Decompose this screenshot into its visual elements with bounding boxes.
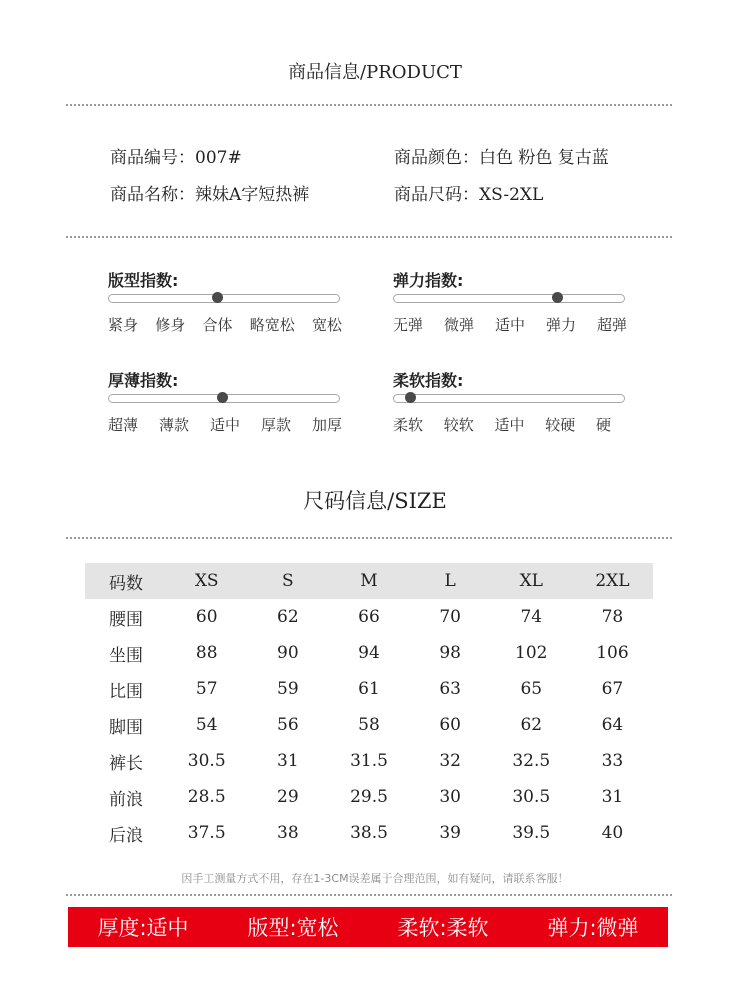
table-cell: 30 xyxy=(439,787,461,807)
table-cell: 65 xyxy=(520,679,543,699)
option-label: 无弹 xyxy=(393,316,424,334)
table-cell: 30.5 xyxy=(512,787,551,807)
option-label: 较硬 xyxy=(545,416,576,434)
option-label: 硬 xyxy=(595,416,611,434)
option-label: 微弹 xyxy=(443,316,474,334)
table-cell: 比围 xyxy=(109,681,143,702)
table-cell: 腰围 xyxy=(109,609,143,630)
option-label: 合体 xyxy=(202,316,233,334)
table-cell: 54 xyxy=(195,715,218,735)
thickness-index-title: 厚薄指数: xyxy=(108,371,179,390)
table-cell: 61 xyxy=(358,679,380,699)
thickness-index-options xyxy=(108,414,342,435)
table-row xyxy=(85,743,653,779)
table-cell: 31 xyxy=(277,751,299,771)
table-row xyxy=(85,707,653,743)
table-cell: 60 xyxy=(439,715,461,735)
table-cell: 88 xyxy=(195,643,218,663)
table-cell: 28.5 xyxy=(187,787,226,807)
measurement-note: 因手工测量方式不用，存在1-3CM误差属于合理范围，如有疑问，请联系客服！ xyxy=(181,872,569,885)
table-row xyxy=(85,635,653,671)
product-name: 商品名称：辣妹A字短热裤 xyxy=(110,185,310,205)
table-cell: 脚围 xyxy=(109,717,143,738)
header-cell: L xyxy=(444,571,456,591)
elasticity-index-track xyxy=(393,294,625,303)
table-cell: 106 xyxy=(596,643,629,663)
option-label: 适中 xyxy=(209,416,240,434)
divider xyxy=(66,104,672,106)
softness-index-title: 柔软指数: xyxy=(393,371,464,390)
table-cell: 62 xyxy=(520,715,543,735)
banner-item: 版型:宽松 xyxy=(247,916,339,940)
option-label: 薄款 xyxy=(158,416,189,434)
table-cell: 40 xyxy=(601,823,624,843)
divider xyxy=(66,894,672,896)
table-cell: 102 xyxy=(515,643,548,663)
table-cell: 坐围 xyxy=(109,645,143,666)
option-label: 超薄 xyxy=(108,416,139,434)
table-cell: 78 xyxy=(601,607,624,627)
elasticity-index-options xyxy=(393,314,627,335)
table-cell: 60 xyxy=(195,607,218,627)
fit-index-options xyxy=(108,314,342,335)
table-cell: 29.5 xyxy=(350,787,388,807)
table-cell: 32 xyxy=(439,751,461,771)
table-row xyxy=(85,671,653,707)
table-row xyxy=(85,599,653,635)
table-cell: 62 xyxy=(277,607,299,627)
header-cell: M xyxy=(360,571,378,591)
table-cell: 32.5 xyxy=(512,751,551,771)
option-label: 厚款 xyxy=(260,416,291,434)
table-row xyxy=(85,815,653,851)
table-row xyxy=(85,779,653,815)
table-cell: 33 xyxy=(601,751,624,771)
table-cell: 38.5 xyxy=(350,823,388,843)
option-label: 修身 xyxy=(155,316,186,334)
option-label: 超弹 xyxy=(596,316,627,334)
option-label: 弹力 xyxy=(545,316,576,334)
table-cell: 31.5 xyxy=(350,751,388,771)
banner-item: 厚度:适中 xyxy=(97,916,189,940)
table-cell: 64 xyxy=(601,715,624,735)
table-cell: 后浪 xyxy=(109,825,143,846)
banner-item: 弹力:微弹 xyxy=(547,916,639,940)
table-cell: 56 xyxy=(277,715,299,735)
size-section-title: 尺码信息/SIZE xyxy=(303,489,447,513)
summary-banner xyxy=(68,907,668,947)
table-cell: 67 xyxy=(601,679,624,699)
table-cell: 31 xyxy=(601,787,624,807)
fit-index-track xyxy=(108,294,340,303)
product-color: 商品颜色：白色 粉色 复古蓝 xyxy=(394,148,609,168)
divider xyxy=(66,236,672,238)
option-label: 柔软 xyxy=(393,416,424,434)
option-label: 宽松 xyxy=(311,316,342,334)
option-label: 适中 xyxy=(494,316,525,334)
option-label: 加厚 xyxy=(311,416,342,434)
table-cell: 38 xyxy=(277,823,299,843)
thickness-index-track xyxy=(108,394,340,403)
table-cell: 29 xyxy=(277,787,299,807)
size-table-header xyxy=(85,563,653,599)
header-cell: XL xyxy=(519,571,543,591)
table-cell: 裤长 xyxy=(109,753,143,774)
table-cell: 37.5 xyxy=(187,823,226,843)
table-cell: 39.5 xyxy=(512,823,551,843)
table-cell: 58 xyxy=(358,715,380,735)
thickness-index-knob xyxy=(217,392,228,403)
table-cell: 57 xyxy=(195,679,218,699)
table-cell: 前浪 xyxy=(109,789,143,810)
size-table xyxy=(85,563,653,851)
header-cell: 2XL xyxy=(595,571,630,591)
table-cell: 94 xyxy=(358,643,380,663)
divider xyxy=(66,537,672,539)
option-label: 较软 xyxy=(443,416,474,434)
product-code: 商品编号：007# xyxy=(110,148,242,168)
table-cell: 70 xyxy=(439,607,461,627)
fit-index-title: 版型指数: xyxy=(108,271,179,290)
option-label: 略宽松 xyxy=(249,316,295,334)
table-cell: 59 xyxy=(277,679,299,699)
softness-index-track xyxy=(393,394,625,403)
header-cell: 码数 xyxy=(109,573,143,594)
header-cell: XS xyxy=(194,571,219,591)
softness-index-options xyxy=(393,414,611,435)
header-cell: S xyxy=(282,571,294,591)
product-size-range: 商品尺码：XS-2XL xyxy=(394,185,544,205)
option-label: 适中 xyxy=(494,416,525,434)
table-cell: 74 xyxy=(520,607,543,627)
softness-index-knob xyxy=(405,392,416,403)
fit-index-knob xyxy=(212,292,223,303)
table-cell: 66 xyxy=(358,607,380,627)
banner-item: 柔软:柔软 xyxy=(397,916,489,940)
elasticity-index-title: 弹力指数: xyxy=(393,271,464,290)
table-cell: 90 xyxy=(277,643,299,663)
table-cell: 98 xyxy=(439,643,461,663)
table-cell: 30.5 xyxy=(187,751,226,771)
table-cell: 63 xyxy=(439,679,461,699)
option-label: 紧身 xyxy=(108,316,139,334)
elasticity-index-knob xyxy=(552,292,563,303)
table-cell: 39 xyxy=(439,823,461,843)
product-section-title: 商品信息/PRODUCT xyxy=(288,62,462,83)
